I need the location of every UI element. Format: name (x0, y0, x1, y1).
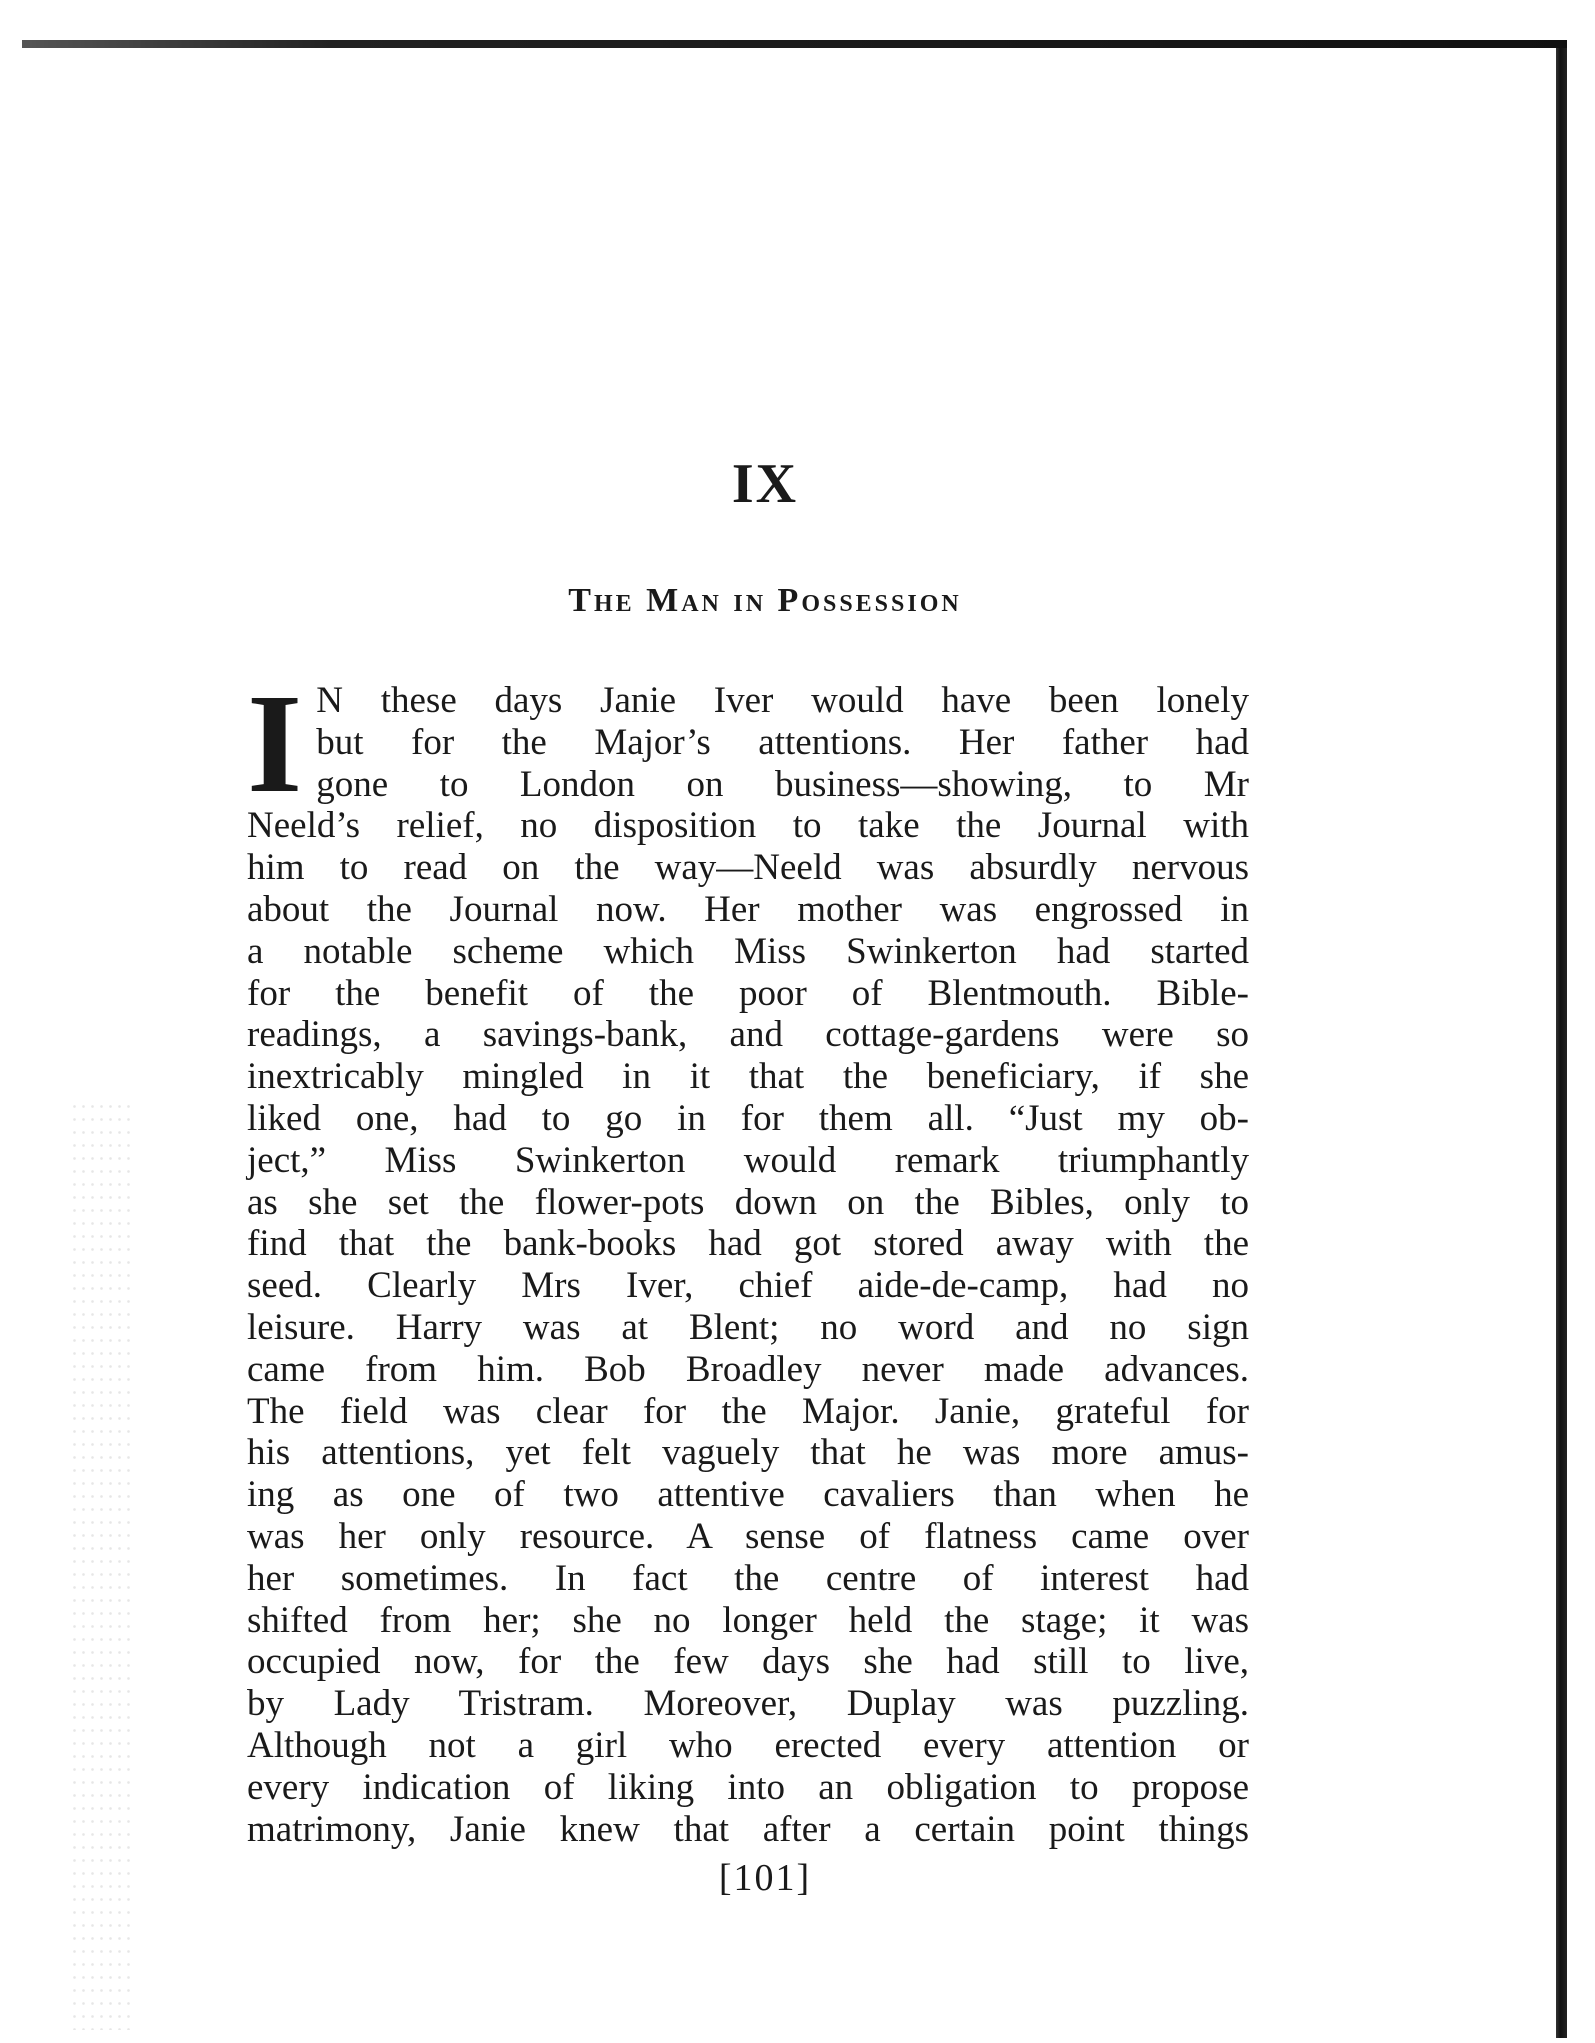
drop-cap-lines (316, 680, 1249, 805)
text-line: every indication of liking into an obligation to propose (247, 1766, 1249, 1808)
text-line: The field was clear for the Major. Janie, grateful for (247, 1390, 1249, 1432)
chapter-title: The Man in Possession (568, 582, 962, 619)
text-line: her sometimes. In fact the centre of interest had (247, 1557, 1249, 1599)
drop-cap: I (247, 664, 303, 822)
text-line: Neeld’s relief, no disposition to take the Journal with (247, 805, 1249, 847)
text-line: his attentions, yet felt vaguely that he was more amus- (247, 1432, 1249, 1474)
text-line: find that the bank-books had got stored away with the (247, 1223, 1249, 1265)
text-line: came from him. Bob Broadley never made advances. (247, 1348, 1249, 1390)
text-line: readings, a savings-bank, and cottage-gardens were so (247, 1014, 1249, 1056)
text-line: by Lady Tristram. Moreover, Duplay was puzzling. (247, 1683, 1249, 1725)
text-line: occupied now, for the few days she had still to live, (247, 1641, 1249, 1683)
text-line: inextricably mingled in it that the beneficiary, if she (247, 1056, 1249, 1098)
right-scan-edge (1556, 48, 1567, 2038)
text-line: matrimony, Janie knew that after a certain point things (247, 1808, 1249, 1850)
text-line: Although not a girl who erected every attention or (247, 1724, 1249, 1766)
text-line: a notable scheme which Miss Swinkerton had started (247, 930, 1249, 972)
text-line: gone to London on business—showing, to Mr (316, 763, 1249, 805)
page-number: [101] (718, 1857, 812, 1899)
text-line: ject,” Miss Swinkerton would remark triumphantly (247, 1139, 1249, 1181)
text-line: leisure. Harry was at Blent; no word and no sign (247, 1306, 1249, 1348)
body-paragraph (247, 664, 1249, 1850)
text-line: ing as one of two attentive cavaliers than when he (247, 1474, 1249, 1516)
text-line: N these days Janie Iver would have been lonely (316, 680, 1249, 721)
text-line: shifted from her; she no longer held the stage; it was (247, 1599, 1249, 1641)
text-line: liked one, had to go in for them all. “Just my ob- (247, 1097, 1249, 1139)
text-line: seed. Clearly Mrs Iver, chief aide-de-camp, had no (247, 1265, 1249, 1307)
chapter-number: IX (731, 453, 799, 515)
top-scan-rule (22, 40, 1567, 48)
text-line: for the benefit of the poor of Blentmouth. Bible- (247, 972, 1249, 1014)
text-line: was her only resource. A sense of flatness came over (247, 1515, 1249, 1557)
text-line: him to read on the way—Neeld was absurdly nervous (247, 847, 1249, 889)
text-line: as she set the flower-pots down on the Bibles, only to (247, 1181, 1249, 1223)
text-line: but for the Major’s attentions. Her father had (316, 721, 1249, 763)
text-line: about the Journal now. Her mother was engrossed in (247, 888, 1249, 930)
